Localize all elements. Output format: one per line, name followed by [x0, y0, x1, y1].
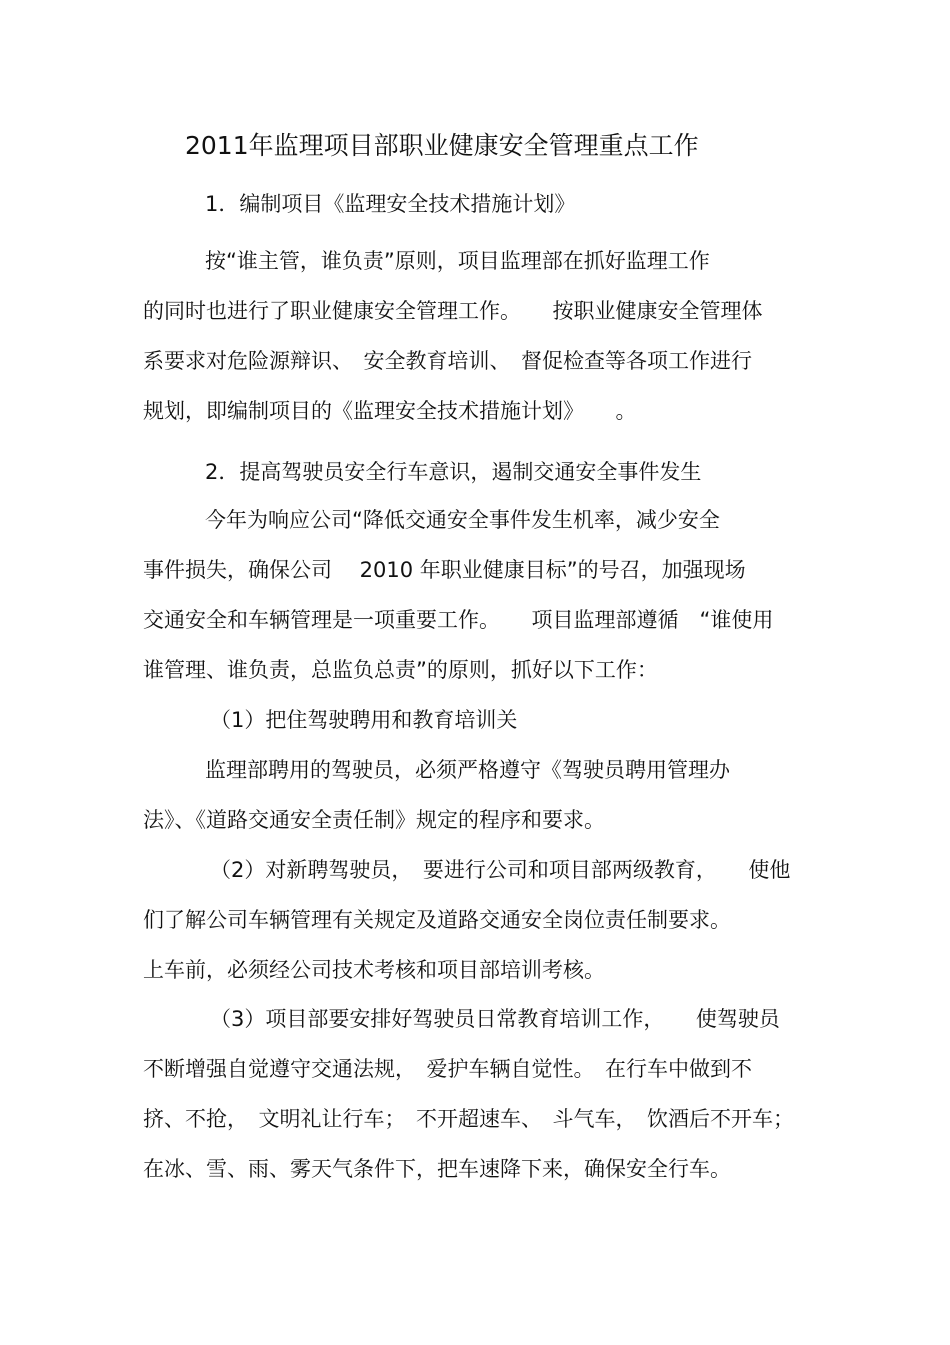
paragraph-line: 们了解公司车辆管理有关规定及道路交通安全岗位责任制要求。	[143, 908, 731, 932]
paragraph-line: 法》、《道路交通安全责任制》规定的程序和要求。	[143, 808, 605, 832]
paragraph-line: 在冰、雪、雨、雾天气条件下，把车速降下来，确保安全行车。	[143, 1157, 731, 1181]
paragraph-line: 不断增强自觉遵守交通法规， 爱护车辆自觉性。 在行车中做到不	[143, 1057, 752, 1081]
paragraph-line: 规划，即编制项目的《监理安全技术措施计划》 。	[143, 399, 637, 423]
paragraph-line: 系要求对危险源辩识、 安全教育培训、 督促检查等各项工作进行	[143, 349, 752, 373]
paragraph-line: 挤、不抢， 文明礼让行车； 不开超速车、 斗气车， 饮酒后不开车；	[143, 1107, 794, 1131]
paragraph-line: 谁管理、谁负责，总监负总责”的原则，抓好以下工作：	[143, 658, 658, 682]
paragraph-line: 事件损失，确保公司 2010 年职业健康目标”的号召，加强现场	[143, 558, 746, 582]
paragraph-line: 按“谁主管，谁负责”原则，项目监理部在抓好监理工作	[205, 249, 710, 273]
subheading-2: （2）对新聘驾驶员， 要进行公司和项目部两级教育， 使他	[210, 858, 791, 882]
document-title: 2011年监理项目部职业健康安全管理重点工作	[185, 131, 699, 160]
paragraph-line: 今年为响应公司“降低交通安全事件发生机率，减少安全	[205, 508, 720, 532]
section-heading-2: 2．提高驾驶员安全行车意识，遏制交通安全事件发生	[205, 460, 702, 484]
subheading-3: （3）项目部要安排好驾驶员日常教育培训工作， 使驾驶员	[210, 1007, 780, 1031]
section-heading-1: 1．编制项目《监理安全技术措施计划》	[205, 192, 576, 216]
paragraph-line: 监理部聘用的驾驶员，必须严格遵守《驾驶员聘用管理办	[205, 758, 730, 782]
paragraph-line: 的同时也进行了职业健康安全管理工作。 按职业健康安全管理体	[143, 299, 763, 323]
subheading-1: （1）把住驾驶聘用和教育培训关	[210, 708, 518, 732]
paragraph-line: 上车前，必须经公司技术考核和项目部培训考核。	[143, 958, 605, 982]
paragraph-line: 交通安全和车辆管理是一项重要工作。 项目监理部遵循 “谁使用	[143, 608, 774, 632]
